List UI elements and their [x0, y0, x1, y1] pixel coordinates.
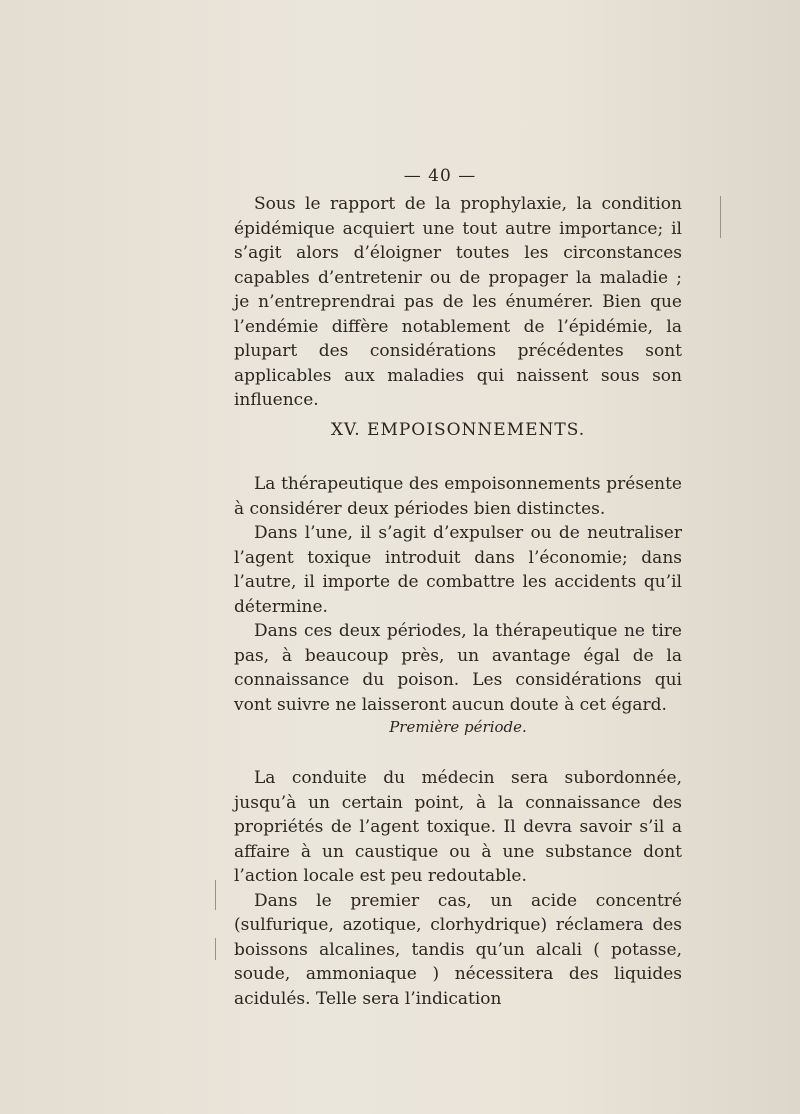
subsection-heading: Première période.: [389, 718, 527, 736]
paragraph-premier-cas: Dans le premier cas, un acide concentré (sulfurique, azotique, clorhydrique) réclamera des boissons alcalines, tandis qu’un alcali ( potasse, soude, ammoniaque ) nécessitera des liquides acidulés. Telle sera l’indication: [234, 890, 682, 1009]
text-block-premiere-periode: [234, 766, 682, 1011]
section-heading: XV. EMPOISONNEMENTS.: [330, 420, 586, 440]
paragraph-conduite: La conduite du médecin sera subordonnée, jusqu’à un certain point, à la connaissance des propriétés de l’agent toxique. Il devra savoir s’il a affaire à un caustique ou à une substance dont l’action locale est peu redoutable.: [234, 768, 682, 886]
margin-mark: [720, 196, 721, 238]
paragraph-prophylaxie: Sous le rapport de la prophylaxie, la condition épidémique acquiert une tout autre importance; il s’agit alors d’éloigner toutes les circonstances capables d’entretenir ou de propager la maladie ; je n’entreprendrai pas de les énumérer. Bien que l’endémie diffère notablement de l’épidémie, la plupart des considérations précédentes sont applicables aux maladies qui naissent sous son influence.: [234, 194, 682, 410]
paragraph-therapeutique: La thérapeutique des empoisonnements présente à considérer deux périodes bien distinctes.: [234, 474, 682, 519]
margin-mark: [215, 938, 216, 960]
margin-mark: [215, 880, 216, 910]
text-block-empoisonnements: [234, 472, 682, 717]
paragraph-expulser: Dans l’une, il s’agit d’expulser ou de neutraliser l’agent toxique introduit dans l’économie; dans l’autre, il importe de combattre les accidents qu’il détermine.: [234, 523, 682, 617]
text-block-prophylaxie: [234, 192, 682, 413]
page-number: — 40 —: [403, 166, 477, 186]
paragraph-deux-periodes: Dans ces deux périodes, la thérapeutique ne tire pas, à beaucoup près, un avantage égal de la connaissance du poison. Les considérations qui vont suivre ne laisseront aucun doute à cet égard.: [234, 621, 682, 715]
